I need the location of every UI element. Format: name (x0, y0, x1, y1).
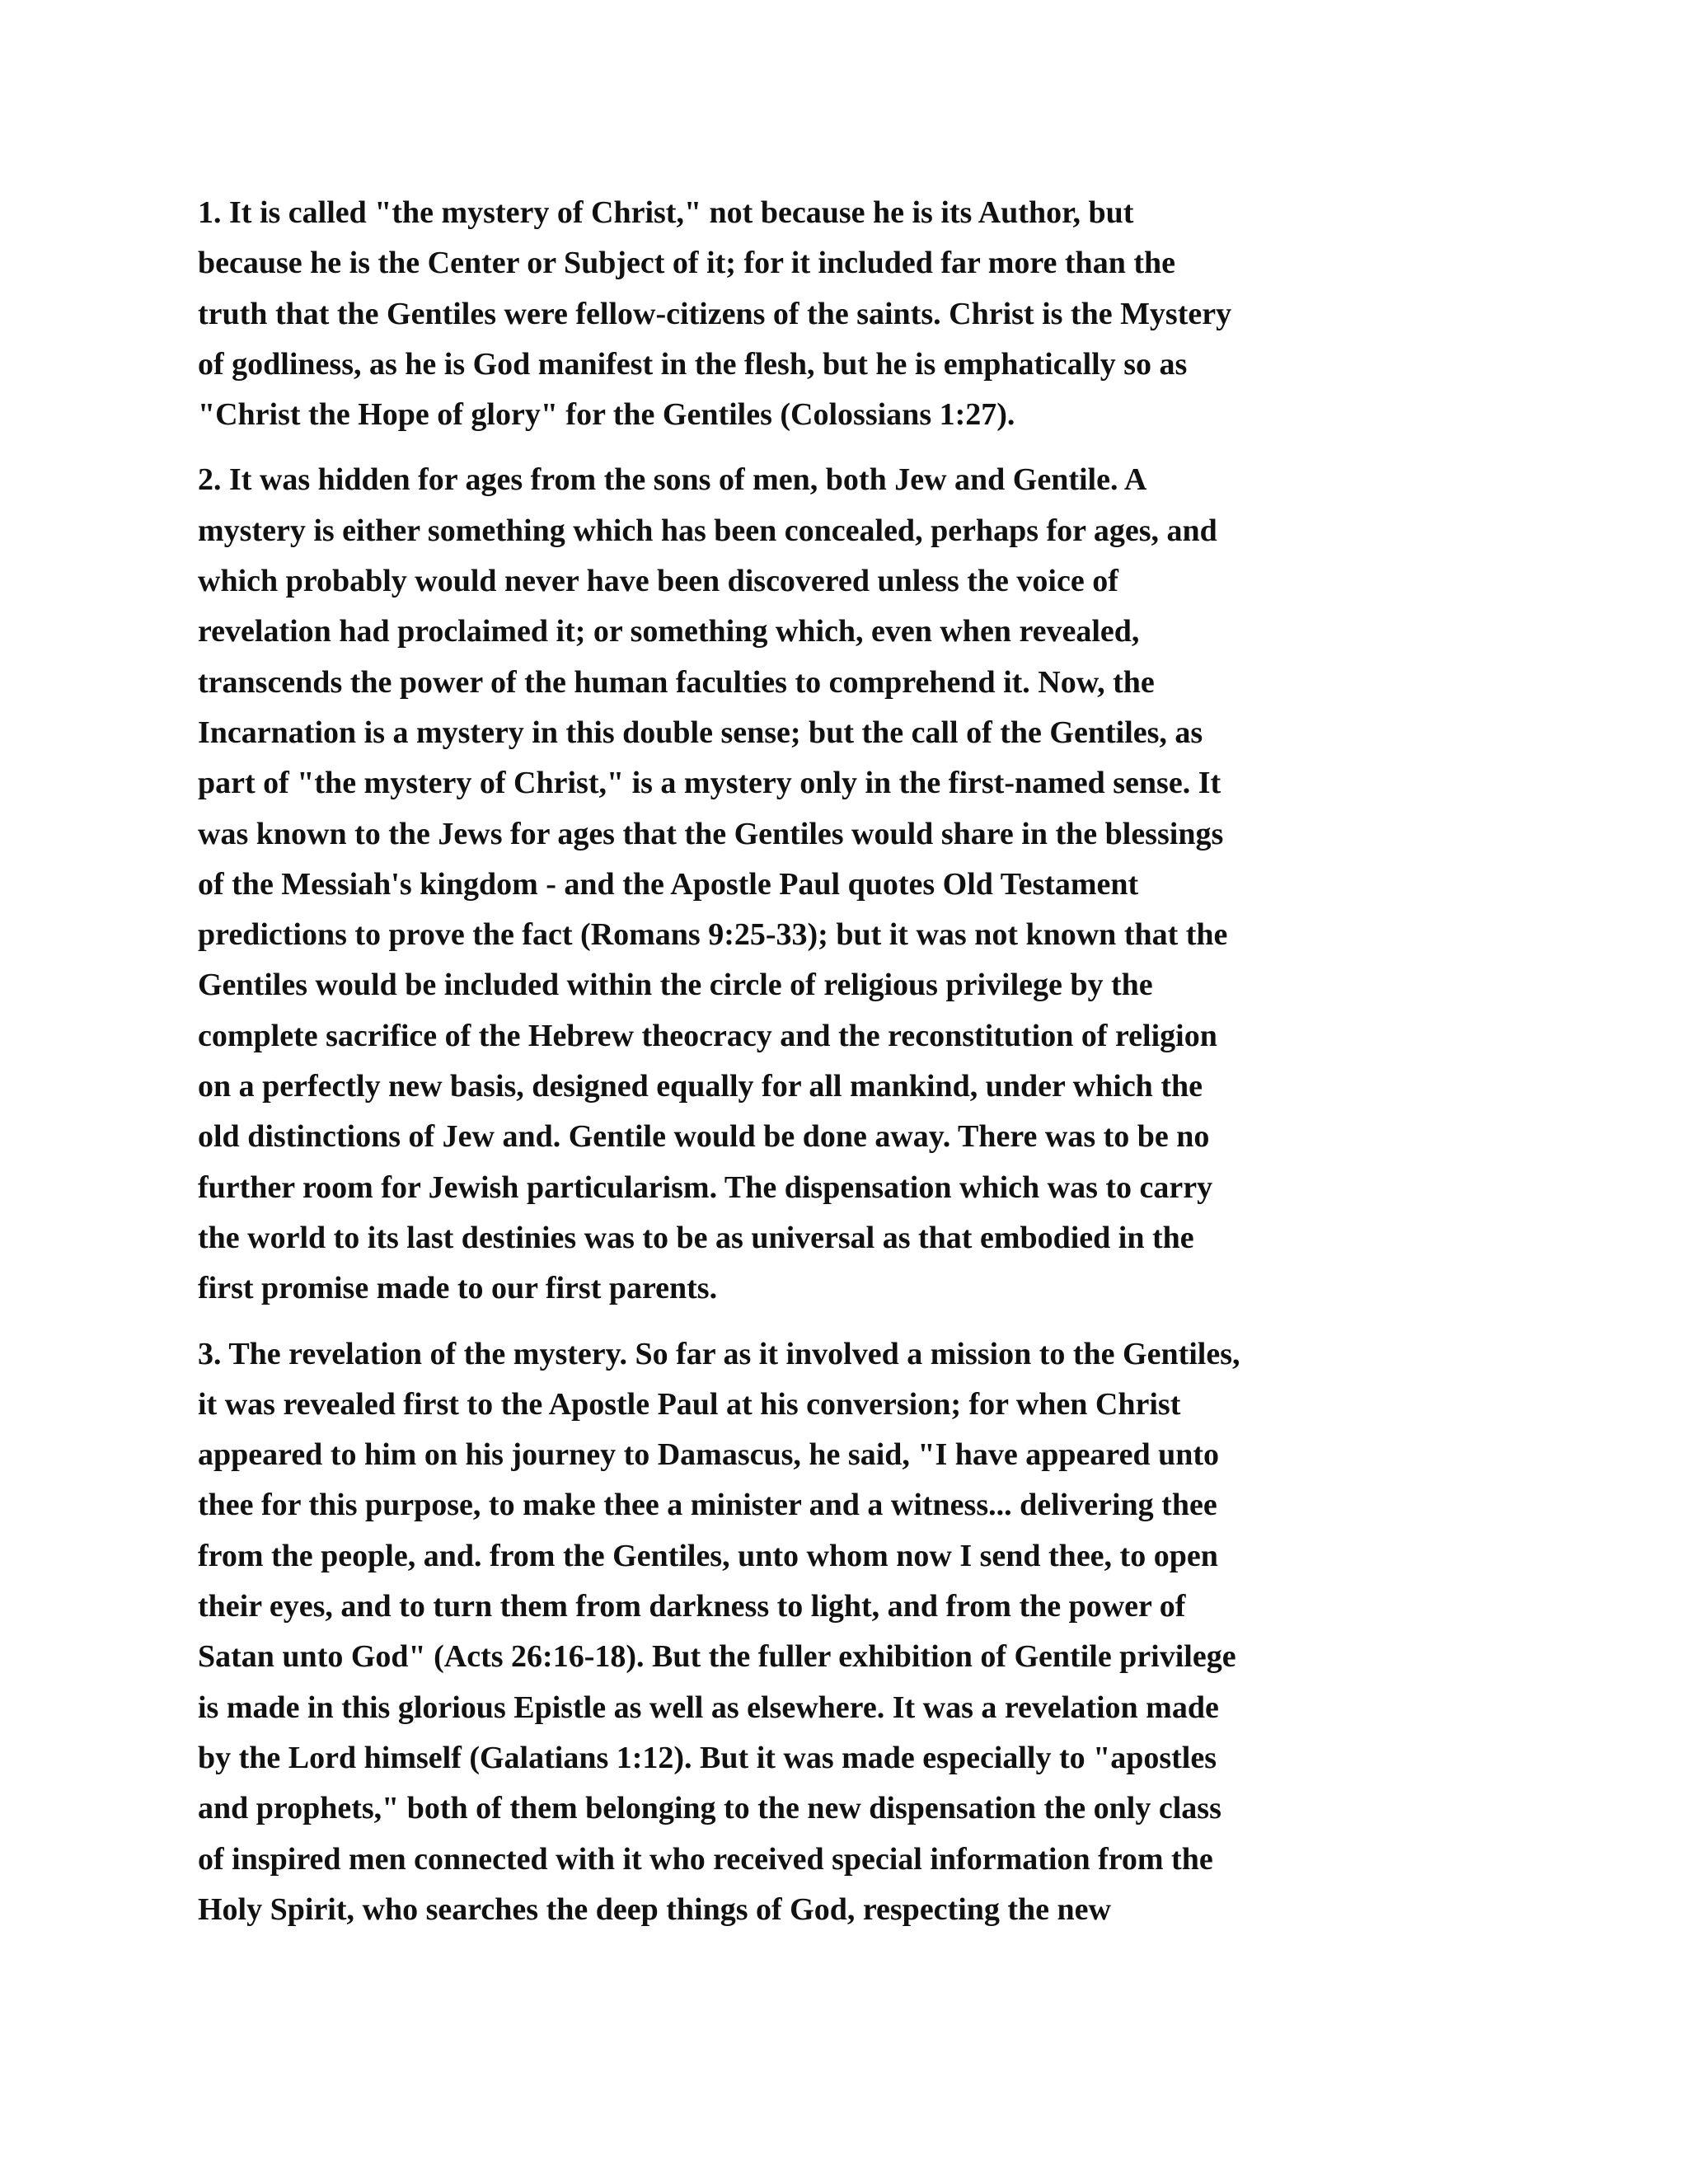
text-line: Incarnation is a mystery in this double sense; but the call of the Gentiles, as (198, 715, 1203, 750)
text-line: by the Lord himself (Galatians 1:12). But it was made especially to "apostles (198, 1740, 1217, 1775)
text-line: 1. It is called "the mystery of Christ," not because he is its Author, but (198, 195, 1134, 230)
paragraph-1 (198, 188, 1500, 440)
text-line: Holy Spirit, who searches the deep things of God, respecting the new (198, 1891, 1111, 1927)
text-line: predictions to prove the fact (Romans 9:25-33); but it was not known that the (198, 917, 1228, 953)
text-line: 2. It was hidden for ages from the sons of men, both Jew and Gentile. A (198, 462, 1147, 498)
text-line: on a perfectly new basis, designed equally for all mankind, under which the (198, 1069, 1203, 1104)
document-body (198, 188, 1500, 1950)
text-line: of godliness, as he is God manifest in the flesh, but he is emphatically so as (198, 346, 1188, 382)
paragraph-3 (198, 1329, 1500, 1936)
text-line: part of "the mystery of Christ," is a mystery only in the first-named sense. It (198, 766, 1221, 801)
text-line: further room for Jewish particularism. The dispensation which was to carry (198, 1169, 1213, 1205)
text-line: is made in this glorious Epistle as well as elsewhere. It was a revelation made (198, 1690, 1219, 1725)
paragraph-2 (198, 455, 1500, 1314)
text-line: mystery is either something which has been concealed, perhaps for ages, and (198, 513, 1217, 548)
text-line: Gentiles would be included within the circle of religious privilege by the (198, 968, 1153, 1003)
text-line: "Christ the Hope of glory" for the Gentiles (Colossians 1:27). (198, 397, 1015, 433)
text-line: revelation had proclaimed it; or something which, even when revealed, (198, 614, 1140, 649)
text-line: and prophets," both of them belonging to the new dispensation the only class (198, 1791, 1221, 1826)
text-line: their eyes, and to turn them from darkness to light, and from the power of (198, 1589, 1186, 1624)
text-line: transcends the power of the human faculties to comprehend it. Now, the (198, 664, 1155, 700)
text-line: thee for this purpose, to make thee a minister and a witness... delivering thee (198, 1488, 1217, 1523)
text-line: of inspired men connected with it who received special information from the (198, 1841, 1213, 1877)
text-line: complete sacrifice of the Hebrew theocracy and the reconstitution of religion (198, 1018, 1217, 1053)
text-line: appeared to him on his journey to Damascus, he said, "I have appeared unto (198, 1437, 1220, 1473)
text-line: truth that the Gentiles were fellow-citizens of the saints. Christ is the Mystery (198, 296, 1232, 331)
text-line: the world to its last destinies was to be as universal as that embodied in the (198, 1220, 1194, 1255)
text-line: first promise made to our first parents. (198, 1271, 718, 1306)
text-line: of the Messiah's kingdom - and the Apostle Paul quotes Old Testament (198, 866, 1139, 902)
text-line: from the people, and. from the Gentiles, unto whom now I send thee, to open (198, 1538, 1218, 1573)
text-line: was known to the Jews for ages that the Gentiles would share in the blessings (198, 816, 1224, 851)
text-line: old distinctions of Jew and. Gentile would be done away. There was to be no (198, 1119, 1210, 1155)
text-line: 3. The revelation of the mystery. So far as it involved a mission to the Gentiles, (198, 1336, 1240, 1371)
text-line: which probably would never have been discovered unless the voice of (198, 564, 1118, 599)
text-line: it was revealed first to the Apostle Paul at his conversion; for when Christ (198, 1386, 1181, 1422)
text-line: Satan unto God" (Acts 26:16-18). But the fuller exhibition of Gentile privilege (198, 1639, 1236, 1675)
text-line: because he is the Center or Subject of it; for it included far more than the (198, 246, 1175, 281)
